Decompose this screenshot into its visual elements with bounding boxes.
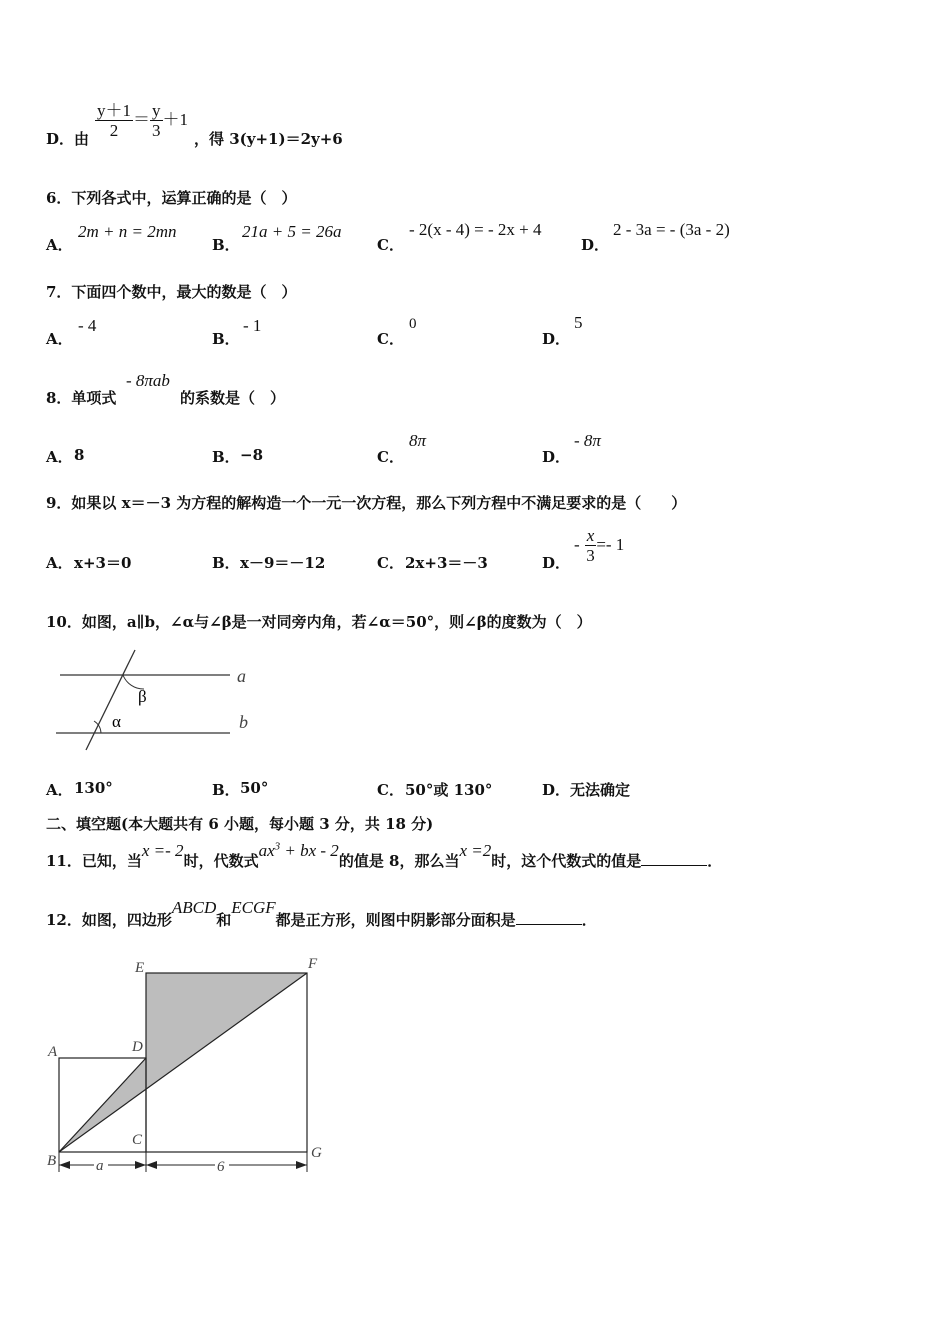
q5-option-d-label: D．由 bbox=[46, 130, 90, 148]
q11-math-x2: x =2 bbox=[459, 841, 492, 860]
vertex-a-label: A bbox=[48, 1044, 58, 1060]
q10-option-d-label: D． bbox=[542, 781, 571, 799]
fraction: $\frac{x}{3}$ bbox=[586, 526, 595, 565]
q9-option-b-label: B． bbox=[212, 554, 240, 572]
q8-option-c-label: C． bbox=[377, 448, 404, 466]
angle-beta-label: β bbox=[138, 687, 147, 706]
transversal bbox=[86, 650, 135, 750]
arrow-head bbox=[135, 1161, 146, 1169]
q6-option-a-label: A． bbox=[46, 236, 73, 254]
vertex-e-label: E bbox=[135, 960, 145, 976]
vertex-g-label: G bbox=[311, 1145, 322, 1161]
q12-text: 12．如图，四边形ABCD和ECGF都是正方形，则图中阴影部分面积是 ． bbox=[46, 898, 597, 929]
angle-alpha-label: α bbox=[112, 712, 121, 731]
vertex-b-label: B bbox=[47, 1153, 57, 1169]
q10-parallel-lines-figure bbox=[50, 645, 260, 755]
q10-option-b-expr: 50° bbox=[240, 779, 269, 797]
q12-answer-blank[interactable] bbox=[516, 910, 582, 925]
q12-squares-figure bbox=[44, 950, 344, 1185]
q12-math-ecgf: ECGF bbox=[231, 898, 276, 917]
q8-option-a-expr: 8 bbox=[74, 446, 85, 464]
q9-stem: 9．如果以 x＝－3 为方程的解构造一个一元一次方程，那么下列方程中不满足要求的是（ ） bbox=[46, 494, 687, 512]
fraction: $\frac{y+1}{2}$ bbox=[97, 101, 131, 140]
vertex-f-label: F bbox=[308, 956, 318, 972]
q7-option-d-expr: 5 bbox=[574, 313, 583, 332]
q10-option-a-expr: 130° bbox=[74, 779, 113, 797]
q7-option-c-label: C． bbox=[377, 330, 404, 348]
q6-option-c-label: C． bbox=[377, 236, 404, 254]
fraction: $\frac{y}{3}$ bbox=[152, 101, 161, 140]
q6-option-d-expr: 2 - 3a = - (3a - 2) bbox=[613, 220, 730, 239]
q11-math-expr: $ax^3$ + bx - 2 bbox=[258, 840, 339, 860]
q9-option-b-expr: x－9＝－12 bbox=[240, 554, 326, 572]
q7-option-b-expr: - 1 bbox=[243, 316, 262, 335]
q9-option-a-expr: x+3＝0 bbox=[74, 554, 132, 572]
line-b-label: b bbox=[239, 712, 248, 732]
q7-option-a-expr: - 4 bbox=[78, 316, 97, 335]
q7-option-d-label: D． bbox=[542, 330, 571, 348]
q6-option-c-expr: - 2(x - 4) = - 2x + 4 bbox=[409, 220, 542, 239]
q6-stem: 6．下列各式中，运算正确的是（ ） bbox=[46, 189, 297, 207]
arrow-head bbox=[146, 1161, 157, 1169]
q8-option-b-expr: −8 bbox=[240, 446, 264, 464]
vertex-d-label: D bbox=[132, 1039, 143, 1055]
q8-option-c-expr: 8π bbox=[409, 431, 427, 450]
q7-option-a-label: A． bbox=[46, 330, 73, 348]
dim-label-6: 6 bbox=[217, 1159, 225, 1175]
q8-stem-post: 的系数是（ ） bbox=[180, 389, 286, 407]
q10-option-b-label: B． bbox=[212, 781, 240, 799]
q8-option-b-label: B． bbox=[212, 448, 240, 466]
q11-answer-blank[interactable] bbox=[641, 851, 707, 866]
arrow-head bbox=[59, 1161, 70, 1169]
q6-option-b-expr: 21a + 5 = 26a bbox=[242, 222, 342, 241]
q10-option-c-label: C． bbox=[377, 781, 404, 799]
q8-option-d-expr: - 8π bbox=[574, 431, 601, 450]
vertex-c-label: C bbox=[132, 1132, 143, 1148]
q5-option-d-result: ，得 3(y+1)＝2y+6 bbox=[194, 130, 343, 148]
q7-stem: 7．下面四个数中，最大的数是（ ） bbox=[46, 283, 297, 301]
q6-option-d-label: D． bbox=[581, 236, 610, 254]
q11-text: 11．已知，当x =- 2时，代数式$ax^3$ + bx - 2的值是 8，那么当x =2时，这个代数式的值是 ． bbox=[46, 840, 723, 870]
q8-monomial: - 8πab bbox=[126, 371, 170, 390]
q6-option-a-expr: 2m + n = 2mn bbox=[78, 222, 177, 241]
q10-option-c-expr: 50°或 130° bbox=[405, 781, 493, 799]
q6-option-b-label: B． bbox=[212, 236, 240, 254]
dim-label-a: a bbox=[96, 1158, 104, 1174]
q9-option-a-label: A． bbox=[46, 554, 73, 572]
q7-option-b-label: B． bbox=[212, 330, 240, 348]
q7-option-c-expr: 0 bbox=[409, 316, 417, 332]
q10-option-d-expr: 无法确定 bbox=[570, 781, 631, 799]
q8-stem-pre: 8．单项式 bbox=[46, 389, 117, 407]
q9-option-d-expr: - $\frac{x}{3}$ =- 1 bbox=[574, 526, 625, 565]
line-a-label: a bbox=[237, 666, 246, 686]
q12-math-abcd: ABCD bbox=[171, 898, 217, 917]
q8-option-d-label: D． bbox=[542, 448, 571, 466]
q9-option-c-label: C． bbox=[377, 554, 404, 572]
q8-option-a-label: A． bbox=[46, 448, 73, 466]
q10-option-a-label: A． bbox=[46, 781, 73, 799]
q11-math-x1: x =- 2 bbox=[141, 841, 184, 860]
section-2-title: 二、填空题(本大题共有 6 小题，每小题 3 分，共 18 分) bbox=[46, 815, 434, 833]
q9-option-c-expr: 2x+3＝－3 bbox=[405, 554, 488, 572]
q5-option-d-equation: $\frac{y+1}{2}$ ＝ $\frac{y}{3}$ ＋1 bbox=[97, 101, 188, 140]
q9-option-d-label: D． bbox=[542, 554, 571, 572]
arrow-head bbox=[296, 1161, 307, 1169]
q10-stem: 10．如图，a∥b，∠α与∠β是一对同旁内角，若∠α＝50°，则∠β的度数为（ ） bbox=[46, 613, 592, 631]
